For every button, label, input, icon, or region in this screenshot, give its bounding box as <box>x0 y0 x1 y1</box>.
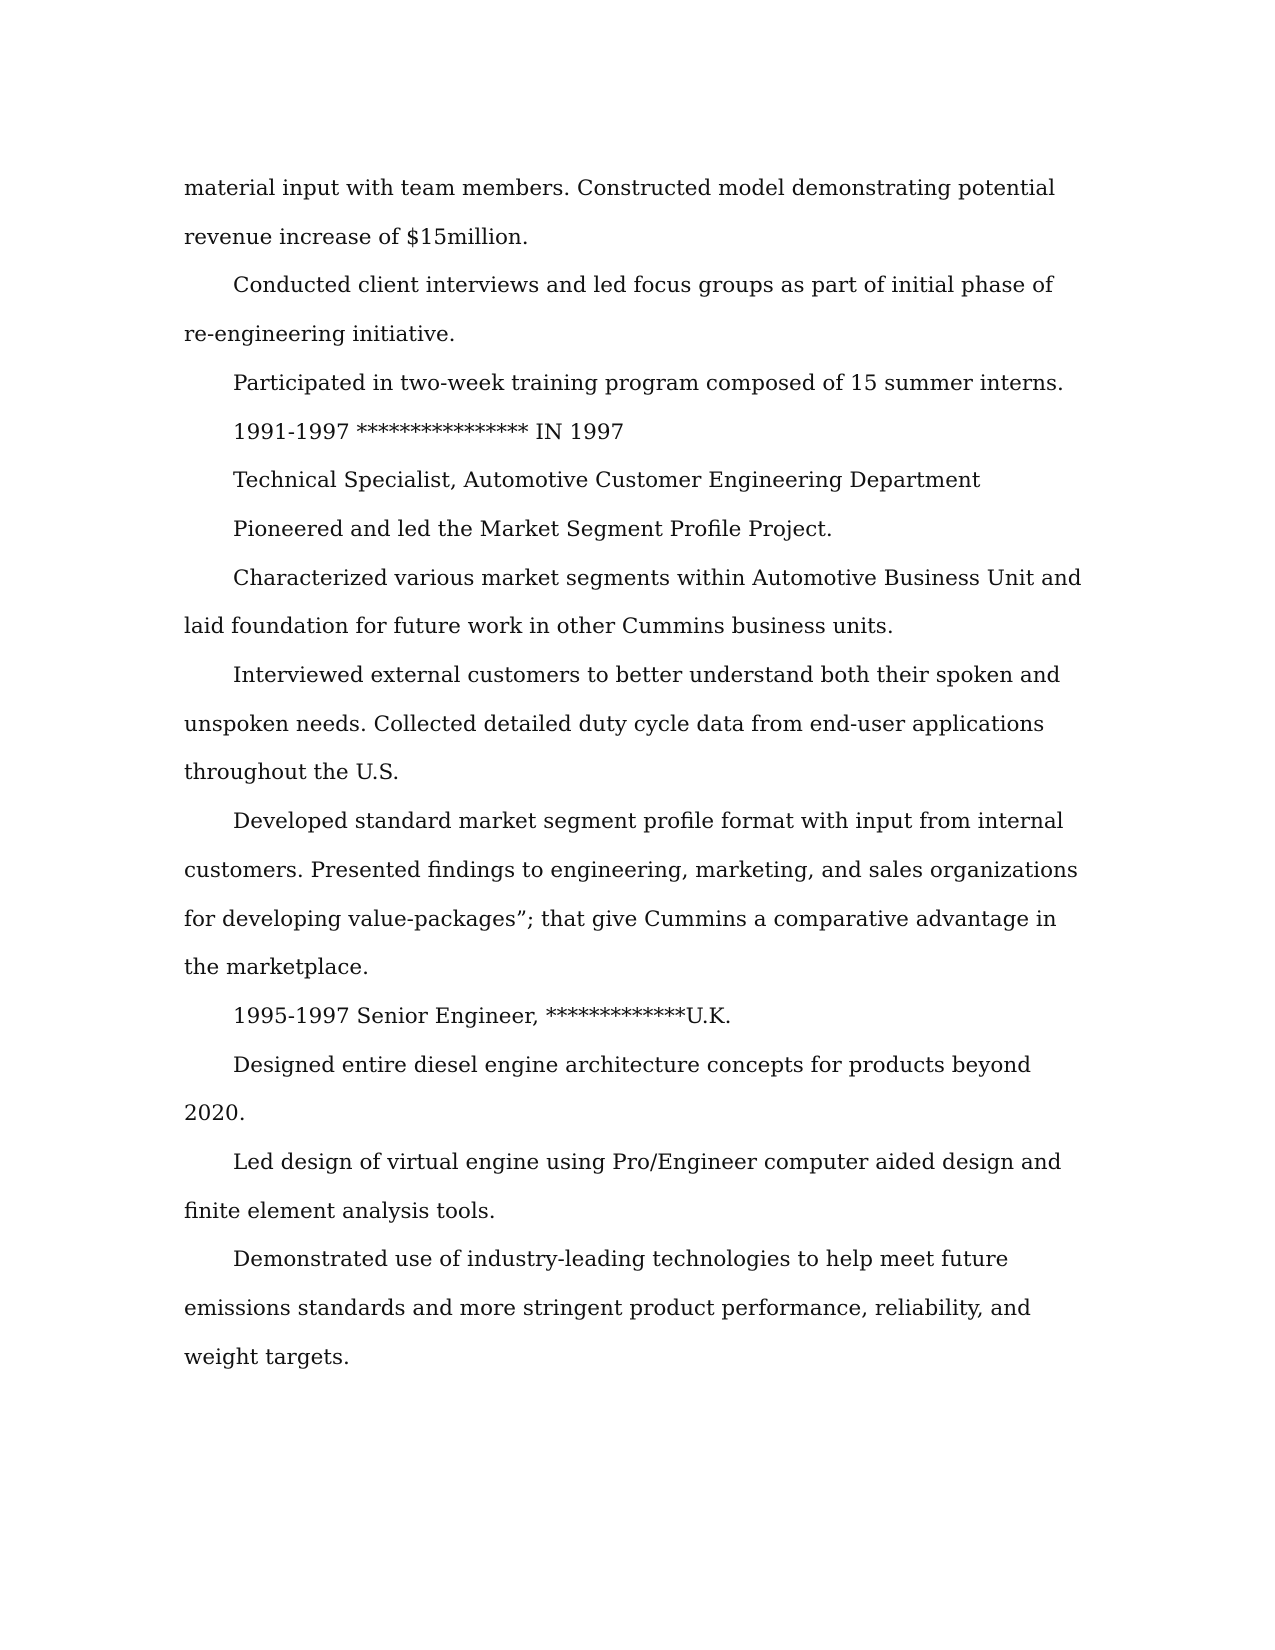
paragraph-training-program: Participated in two-week training program composed of 15 summer interns. <box>233 370 1064 396</box>
paragraph-profile-format: Developed standard market segment profile format with input from internal customers. Presented findings to engineering, marketing, and sales organizations for developing value-packages”; that give Cummins a comparative advantage in the marketplace. <box>184 809 1078 981</box>
document-body <box>184 165 1084 1383</box>
job-title-technical-specialist: Technical Specialist, Automotive Customer Engineering Department <box>233 468 981 494</box>
paragraph-client-interviews: Conducted client interviews and led focus groups as part of initial phase of re-engineering initiative. <box>184 273 1053 348</box>
paragraph-continuation: material input with team members. Constructed model demonstrating potential revenue increase of $15million. <box>184 176 1056 250</box>
job-heading-1991-1997: 1991-1997 **************** IN 1997 <box>233 419 625 445</box>
paragraph-industry-technologies: Demonstrated use of industry-leading technologies to help meet future emissions standards and more stringent product performance, reliability, and weight targets. <box>184 1247 1031 1370</box>
paragraph-characterized-segments: Characterized various market segments within Automotive Business Unit and laid foundation for future work in other Cummins business units. <box>184 565 1082 640</box>
paragraph-virtual-engine: Led design of virtual engine using Pro/Engineer computer aided design and finite element analysis tools. <box>184 1150 1062 1224</box>
paragraph-market-segment-project: Pioneered and led the Market Segment Profile Project. <box>233 516 833 542</box>
job-heading-1995-1997: 1995-1997 Senior Engineer, *************U.K. <box>233 1003 732 1029</box>
paragraph-interviewed-customers: Interviewed external customers to better understand both their spoken and unspoken needs. Collected detailed duty cycle data from end-user applications throughout the U.S. <box>184 663 1061 786</box>
paragraph-engine-architecture: Designed entire diesel engine architecture concepts for products beyond 2020. <box>184 1052 1031 1127</box>
